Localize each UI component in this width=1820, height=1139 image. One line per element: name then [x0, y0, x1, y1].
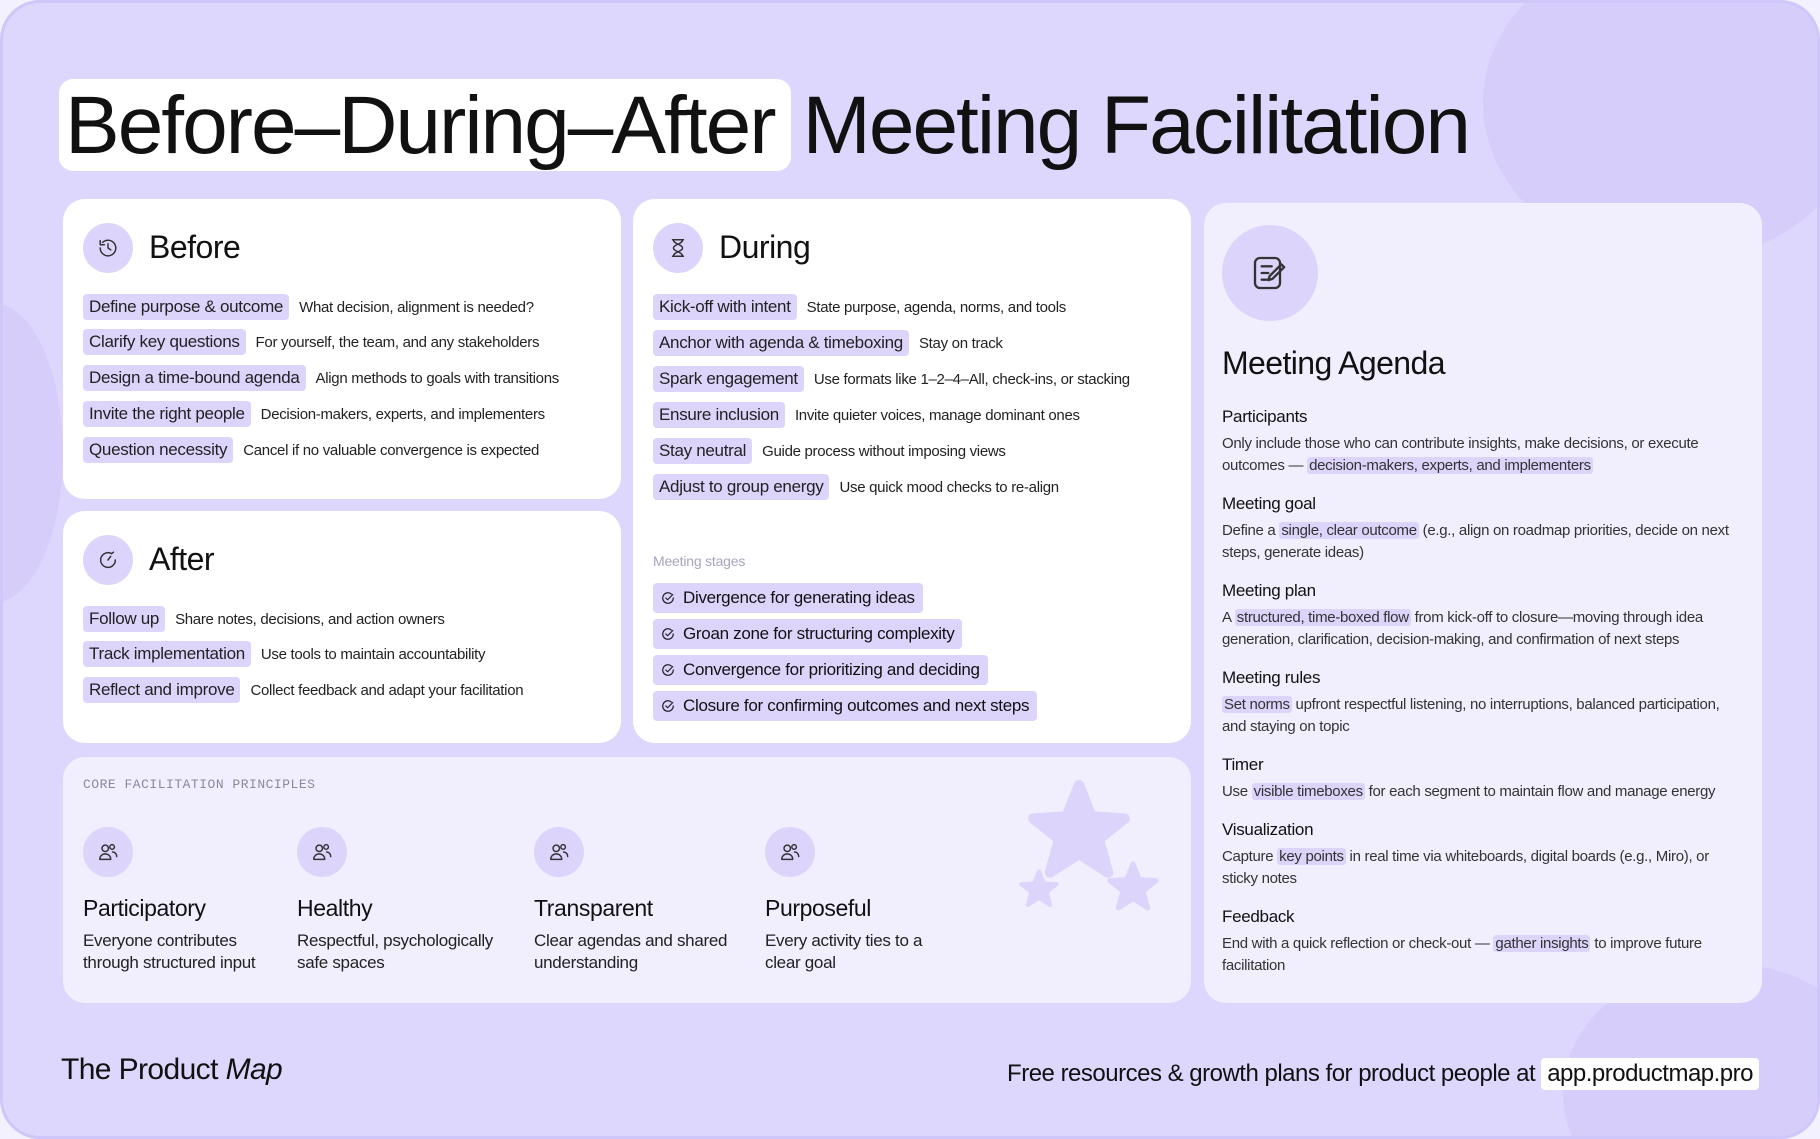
- stage-item: [653, 583, 923, 613]
- stage-item: [653, 619, 962, 649]
- item-label: Follow up: [83, 606, 165, 632]
- users-icon: [765, 827, 815, 877]
- stage-label: Convergence for prioritizing and deciding: [683, 660, 980, 679]
- agenda-section: [1222, 581, 1742, 651]
- item-label: Define purpose & outcome: [83, 294, 289, 320]
- section-body: [1222, 781, 1742, 803]
- highlight: structured, time-boxed flow: [1236, 609, 1409, 626]
- item-desc: Collect feedback and adapt your facilitation: [250, 681, 524, 699]
- item-label: Reflect and improve: [83, 677, 240, 703]
- principle-desc: Clear agendas and shared understanding: [534, 931, 728, 972]
- footer-text: Free resources & growth plans for product people at: [1007, 1060, 1536, 1087]
- principle-name: Purposeful: [765, 895, 871, 921]
- list-item: [83, 640, 485, 668]
- section-body: [1222, 607, 1742, 651]
- star-decoration: [1019, 869, 1059, 909]
- after-title: After: [149, 541, 215, 577]
- item-desc: Use formats like 1–2–4–All, check-ins, or stacking: [813, 370, 1130, 388]
- check-circle-icon: [661, 663, 675, 677]
- item-desc: For yourself, the team, and any stakeholders: [255, 333, 540, 351]
- section-heading: Feedback: [1222, 907, 1295, 926]
- section-heading: Meeting rules: [1222, 668, 1321, 687]
- page-title: [59, 79, 1469, 171]
- item-label: Track implementation: [83, 641, 251, 667]
- section-heading: Timer: [1222, 755, 1264, 774]
- list-item: [83, 436, 539, 464]
- list-item: [653, 329, 1003, 357]
- item-desc: Stay on track: [918, 334, 1003, 352]
- stage-label: Closure for confirming outcomes and next steps: [683, 696, 1030, 715]
- edit-note-icon: [1222, 225, 1318, 321]
- item-desc: Use tools to maintain accountability: [260, 645, 486, 663]
- during-title: During: [719, 229, 811, 265]
- section-body: [1222, 433, 1742, 477]
- section-body: [1222, 694, 1742, 738]
- body-text: in real time via whiteboards, digital boards (e.g., Miro), or sticky notes: [1222, 848, 1709, 887]
- star-decoration: [1107, 861, 1159, 913]
- list-item: [83, 328, 539, 356]
- item-desc: What decision, alignment is needed?: [299, 298, 534, 316]
- brand-italic: Map: [225, 1053, 283, 1086]
- body-text: for each segment to maintain flow and manage energy: [1364, 783, 1716, 800]
- agenda-section: [1222, 820, 1742, 890]
- body-text: Only include those who can contribute insights, make decisions, or execute outcomes —: [1222, 435, 1699, 474]
- principle-desc: Respectful, psychologically safe spaces: [297, 931, 493, 972]
- item-desc: Cancel if no valuable convergence is expected: [243, 441, 540, 459]
- principle-healthy: [297, 827, 507, 974]
- agenda-section: [1222, 668, 1742, 738]
- users-icon: [83, 827, 133, 877]
- list-item: [653, 473, 1059, 501]
- item-label: Stay neutral: [653, 438, 752, 464]
- item-label: Adjust to group energy: [653, 474, 829, 500]
- list-item: [83, 676, 523, 704]
- list-item: [653, 293, 1066, 321]
- item-desc: Share notes, decisions, and action owners: [175, 610, 445, 628]
- stages-label: Meeting stages: [653, 553, 746, 569]
- after-card: [63, 511, 621, 743]
- item-label: Invite the right people: [83, 401, 251, 427]
- during-card: [633, 199, 1191, 743]
- principles-card: [63, 757, 1191, 1003]
- list-item: [83, 605, 445, 633]
- list-item: [653, 365, 1130, 393]
- item-label: Design a time-bound agenda: [83, 365, 306, 391]
- section-heading: Meeting goal: [1222, 494, 1316, 513]
- item-desc: Use quick mood checks to re-align: [839, 478, 1059, 496]
- body-text: (e.g., align on roadmap priorities, decide on next steps, generate ideas): [1222, 522, 1729, 561]
- before-title: Before: [149, 229, 241, 265]
- agenda-card: [1204, 203, 1762, 1003]
- body-text: Define a: [1222, 522, 1280, 539]
- principles-label: CORE FACILITATION PRINCIPLES: [83, 777, 316, 792]
- item-desc: Decision-makers, experts, and implementers: [260, 405, 545, 423]
- principle-name: Transparent: [534, 895, 653, 921]
- principle-purposeful: [765, 827, 975, 974]
- history-icon: [83, 223, 133, 273]
- item-label: Spark engagement: [653, 366, 804, 392]
- body-text: End with a quick reflection or check-out —: [1222, 935, 1494, 952]
- agenda-title: Meeting Agenda: [1222, 345, 1445, 381]
- highlight: gather insights: [1495, 935, 1589, 952]
- stage-item: [653, 655, 988, 685]
- item-desc: Align methods to goals with transitions: [315, 369, 559, 387]
- stage-item: [653, 691, 1037, 721]
- highlight: key points: [1279, 848, 1344, 865]
- list-item: [653, 401, 1080, 429]
- users-icon: [534, 827, 584, 877]
- highlight: single, clear outcome: [1281, 522, 1417, 539]
- timer-icon: [83, 535, 133, 585]
- list-item: [83, 293, 534, 321]
- principle-transparent: [534, 827, 744, 974]
- agenda-section: [1222, 407, 1742, 477]
- footer-url-link[interactable]: app.productmap.pro: [1541, 1058, 1759, 1090]
- agenda-section: [1222, 907, 1742, 977]
- before-card: [63, 199, 621, 499]
- list-item: [83, 364, 559, 392]
- highlight: decision-makers, experts, and implementers: [1309, 457, 1591, 474]
- stage-label: Divergence for generating ideas: [683, 588, 915, 607]
- item-desc: State purpose, agenda, norms, and tools: [806, 298, 1066, 316]
- footer-promo: [1007, 1058, 1759, 1090]
- body-text: upfront respectful listening, no interruptions, balanced participation, and staying on topic: [1222, 696, 1720, 735]
- principle-name: Healthy: [297, 895, 373, 921]
- agenda-section: [1222, 755, 1742, 803]
- section-heading: Visualization: [1222, 820, 1314, 839]
- check-circle-icon: [661, 699, 675, 713]
- item-desc: Guide process without imposing views: [762, 442, 1006, 460]
- item-label: Clarify key questions: [83, 329, 246, 355]
- body-text: Capture: [1222, 848, 1278, 865]
- principle-participatory: [83, 827, 293, 974]
- principle-desc: Every activity ties to a clear goal: [765, 931, 923, 972]
- list-item: [83, 400, 545, 428]
- body-text: from kick-off to closure—moving through idea generation, clarification, decision-making, and confirmation of next steps: [1222, 609, 1703, 648]
- check-circle-icon: [661, 591, 675, 605]
- section-heading: Meeting plan: [1222, 581, 1316, 600]
- agenda-section: [1222, 494, 1742, 564]
- highlight: Set norms: [1224, 696, 1290, 713]
- list-item: [653, 437, 1006, 465]
- section-body: [1222, 933, 1742, 977]
- body-text: to improve future facilitation: [1222, 935, 1702, 974]
- body-text: A: [1222, 609, 1235, 626]
- highlight: visible timeboxes: [1253, 783, 1363, 800]
- stage-label: Groan zone for structuring complexity: [683, 624, 955, 643]
- title-highlight: Before–During–After: [59, 79, 791, 171]
- check-circle-icon: [661, 627, 675, 641]
- body-text: Use: [1222, 783, 1252, 800]
- hourglass-icon: [653, 223, 703, 273]
- item-label: Question necessity: [83, 437, 233, 463]
- title-rest: Meeting Facilitation: [802, 80, 1469, 171]
- brand-text: The Product: [61, 1053, 226, 1086]
- principle-name: Participatory: [83, 895, 206, 921]
- item-label: Ensure inclusion: [653, 402, 785, 428]
- users-icon: [297, 827, 347, 877]
- item-desc: Invite quieter voices, manage dominant ones: [794, 406, 1080, 424]
- principle-desc: Everyone contributes through structured input: [83, 931, 256, 972]
- section-body: [1222, 846, 1742, 890]
- section-body: [1222, 520, 1742, 564]
- item-label: Anchor with agenda & timeboxing: [653, 330, 909, 356]
- background-blob: [0, 303, 63, 603]
- section-heading: Participants: [1222, 407, 1308, 426]
- item-label: Kick-off with intent: [653, 294, 797, 320]
- brand-logo: [61, 1053, 282, 1087]
